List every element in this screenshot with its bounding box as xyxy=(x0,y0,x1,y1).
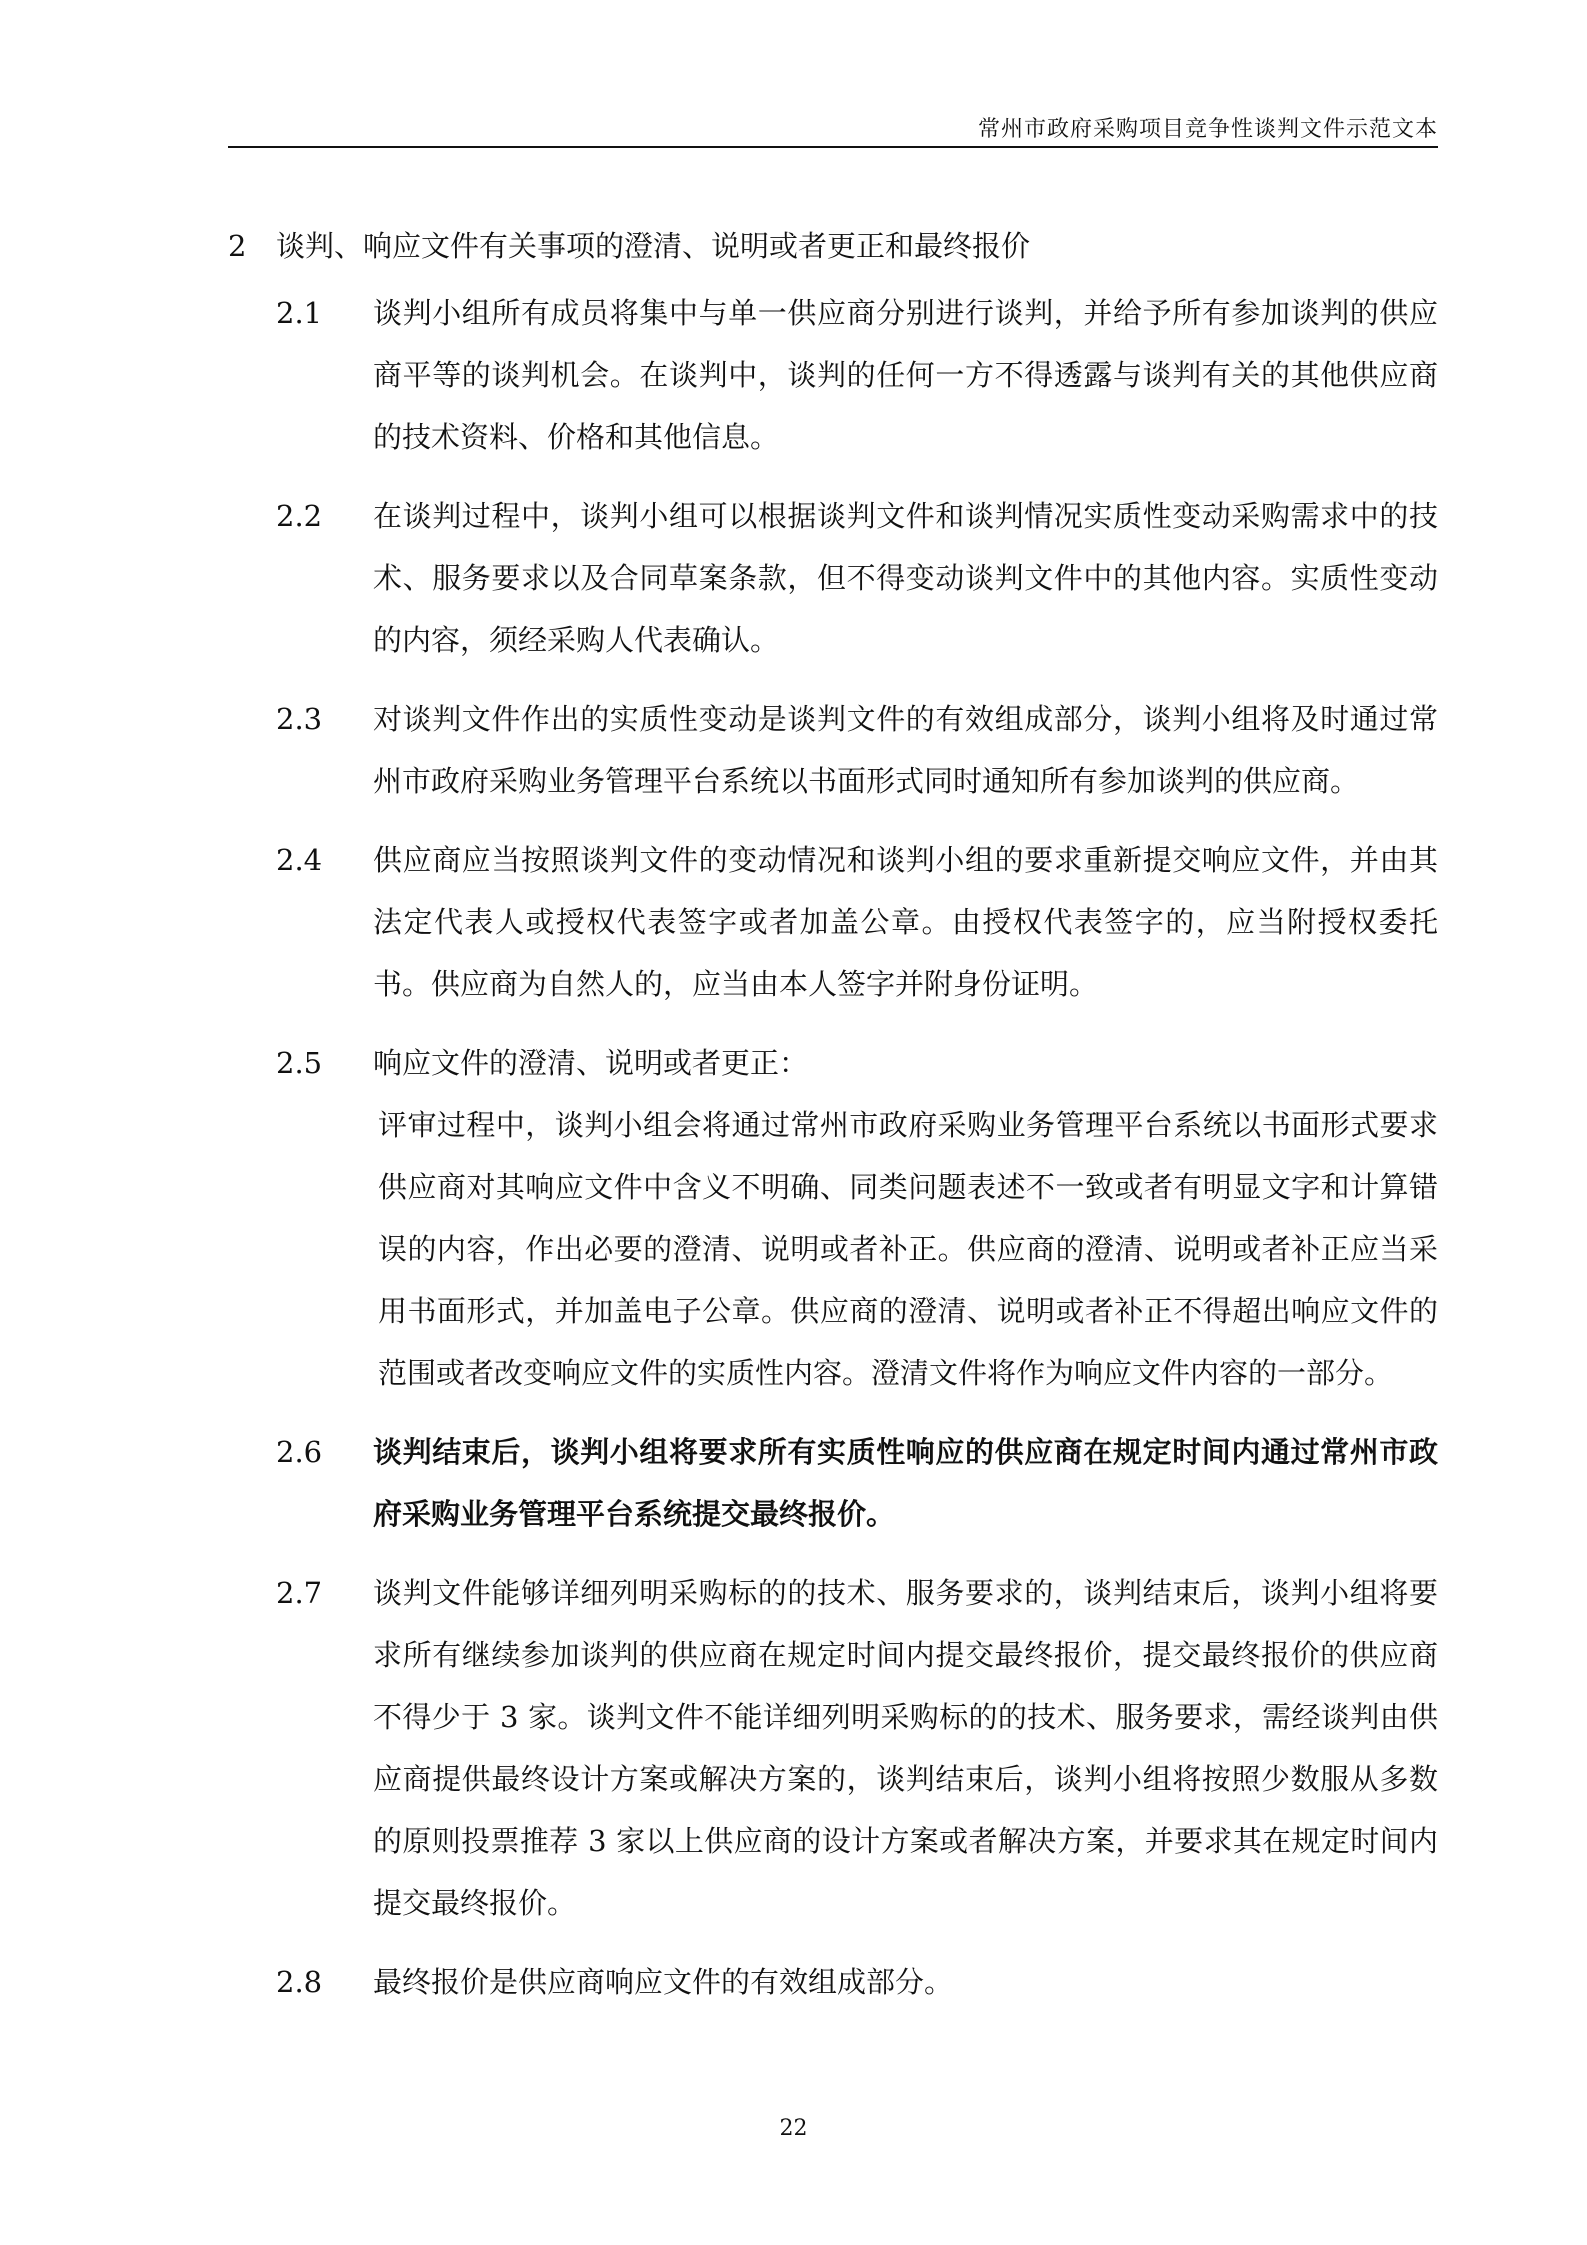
clause-subtext: 评审过程中，谈判小组会将通过常州市政府采购业务管理平台系统以书面形式要求供应商对其响应文件中含义不明确、同类问题表述不一致或者有明显文字和计算错误的内容，作出必要的澄清、说明或者补正。供应商的澄清、说明或者补正应当采用书面形式，并加盖电子公章。供应商的澄清、说明或者补正不得超出响应文件的范围或者改变响应文件的实质性内容。澄清文件将作为响应文件内容的一部分。 xyxy=(378,1108,1438,1390)
clause-2-5 xyxy=(228,1032,1438,1404)
clause-number: 2.8 xyxy=(276,1965,323,1999)
clause-text: 谈判小组所有成员将集中与单一供应商分别进行谈判，并给予所有参加谈判的供应商平等的谈判机会。在谈判中，谈判的任何一方不得透露与谈判有关的其他供应商的技术资料、价格和其他信息。 xyxy=(373,296,1438,454)
clause-number: 2.3 xyxy=(276,702,323,736)
clause-text: 最终报价是供应商响应文件的有效组成部分。 xyxy=(373,1965,954,1999)
clause-number: 2.4 xyxy=(276,843,323,877)
clause-text-bold: 谈判结束后，谈判小组将要求所有实质性响应的供应商在规定时间内通过常州市政府采购业务管理平台系统提交最终报价。 xyxy=(373,1435,1438,1531)
clause-number: 2.5 xyxy=(276,1046,323,1080)
clause-2-4 xyxy=(228,829,1438,1015)
section-title: 谈判、响应文件有关事项的澄清、说明或者更正和最终报价 xyxy=(276,229,1031,263)
header-divider xyxy=(228,146,1438,148)
clause-text: 响应文件的澄清、说明或者更正： xyxy=(373,1046,809,1080)
clause-2-7 xyxy=(228,1562,1438,1934)
clause-2-8 xyxy=(228,1951,1438,2013)
section-heading xyxy=(228,224,1030,268)
document-title: 常州市政府采购项目竞争性谈判文件示范文本 xyxy=(977,117,1438,142)
clause-number: 2.1 xyxy=(276,296,323,330)
clause-text: 谈判文件能够详细列明采购标的的技术、服务要求的，谈判结束后，谈判小组将要求所有继续参加谈判的供应商在规定时间内提交最终报价，提交最终报价的供应商不得少于 3 家。谈判文件不能详细列明采购标的的技术、服务要求，需经谈判由供应商提供最终设计方案或解决方案的，谈判结束后，谈判小组将按照少数服从多数的原则投票推荐 3 家以上供应商的设计方案或者解决方案，并要求其在规定时间内提交最终报价。 xyxy=(373,1576,1438,1920)
clause-text: 在谈判过程中，谈判小组可以根据谈判文件和谈判情况实质性变动采购需求中的技术、服务要求以及合同草案条款，但不得变动谈判文件中的其他内容。实质性变动的内容，须经采购人代表确认。 xyxy=(373,499,1438,657)
clause-text: 供应商应当按照谈判文件的变动情况和谈判小组的要求重新提交响应文件，并由其法定代表人或授权代表签字或者加盖公章。由授权代表签字的，应当附授权委托书。供应商为自然人的，应当由本人签字并附身份证明。 xyxy=(373,843,1438,1001)
clause-number: 2.2 xyxy=(276,499,323,533)
clause-2-3 xyxy=(228,688,1438,812)
page-header xyxy=(228,108,1438,148)
section-number: 2 xyxy=(228,229,247,263)
clause-text: 对谈判文件作出的实质性变动是谈判文件的有效组成部分，谈判小组将及时通过常州市政府采购业务管理平台系统以书面形式同时通知所有参加谈判的供应商。 xyxy=(373,702,1438,798)
clause-2-1 xyxy=(228,282,1438,468)
clause-number: 2.6 xyxy=(276,1435,323,1469)
page-number: 22 xyxy=(779,2116,808,2141)
clause-2-2 xyxy=(228,485,1438,671)
clause-2-6 xyxy=(228,1421,1438,1545)
clause-number: 2.7 xyxy=(276,1576,323,1610)
clause-list xyxy=(228,282,1438,2030)
